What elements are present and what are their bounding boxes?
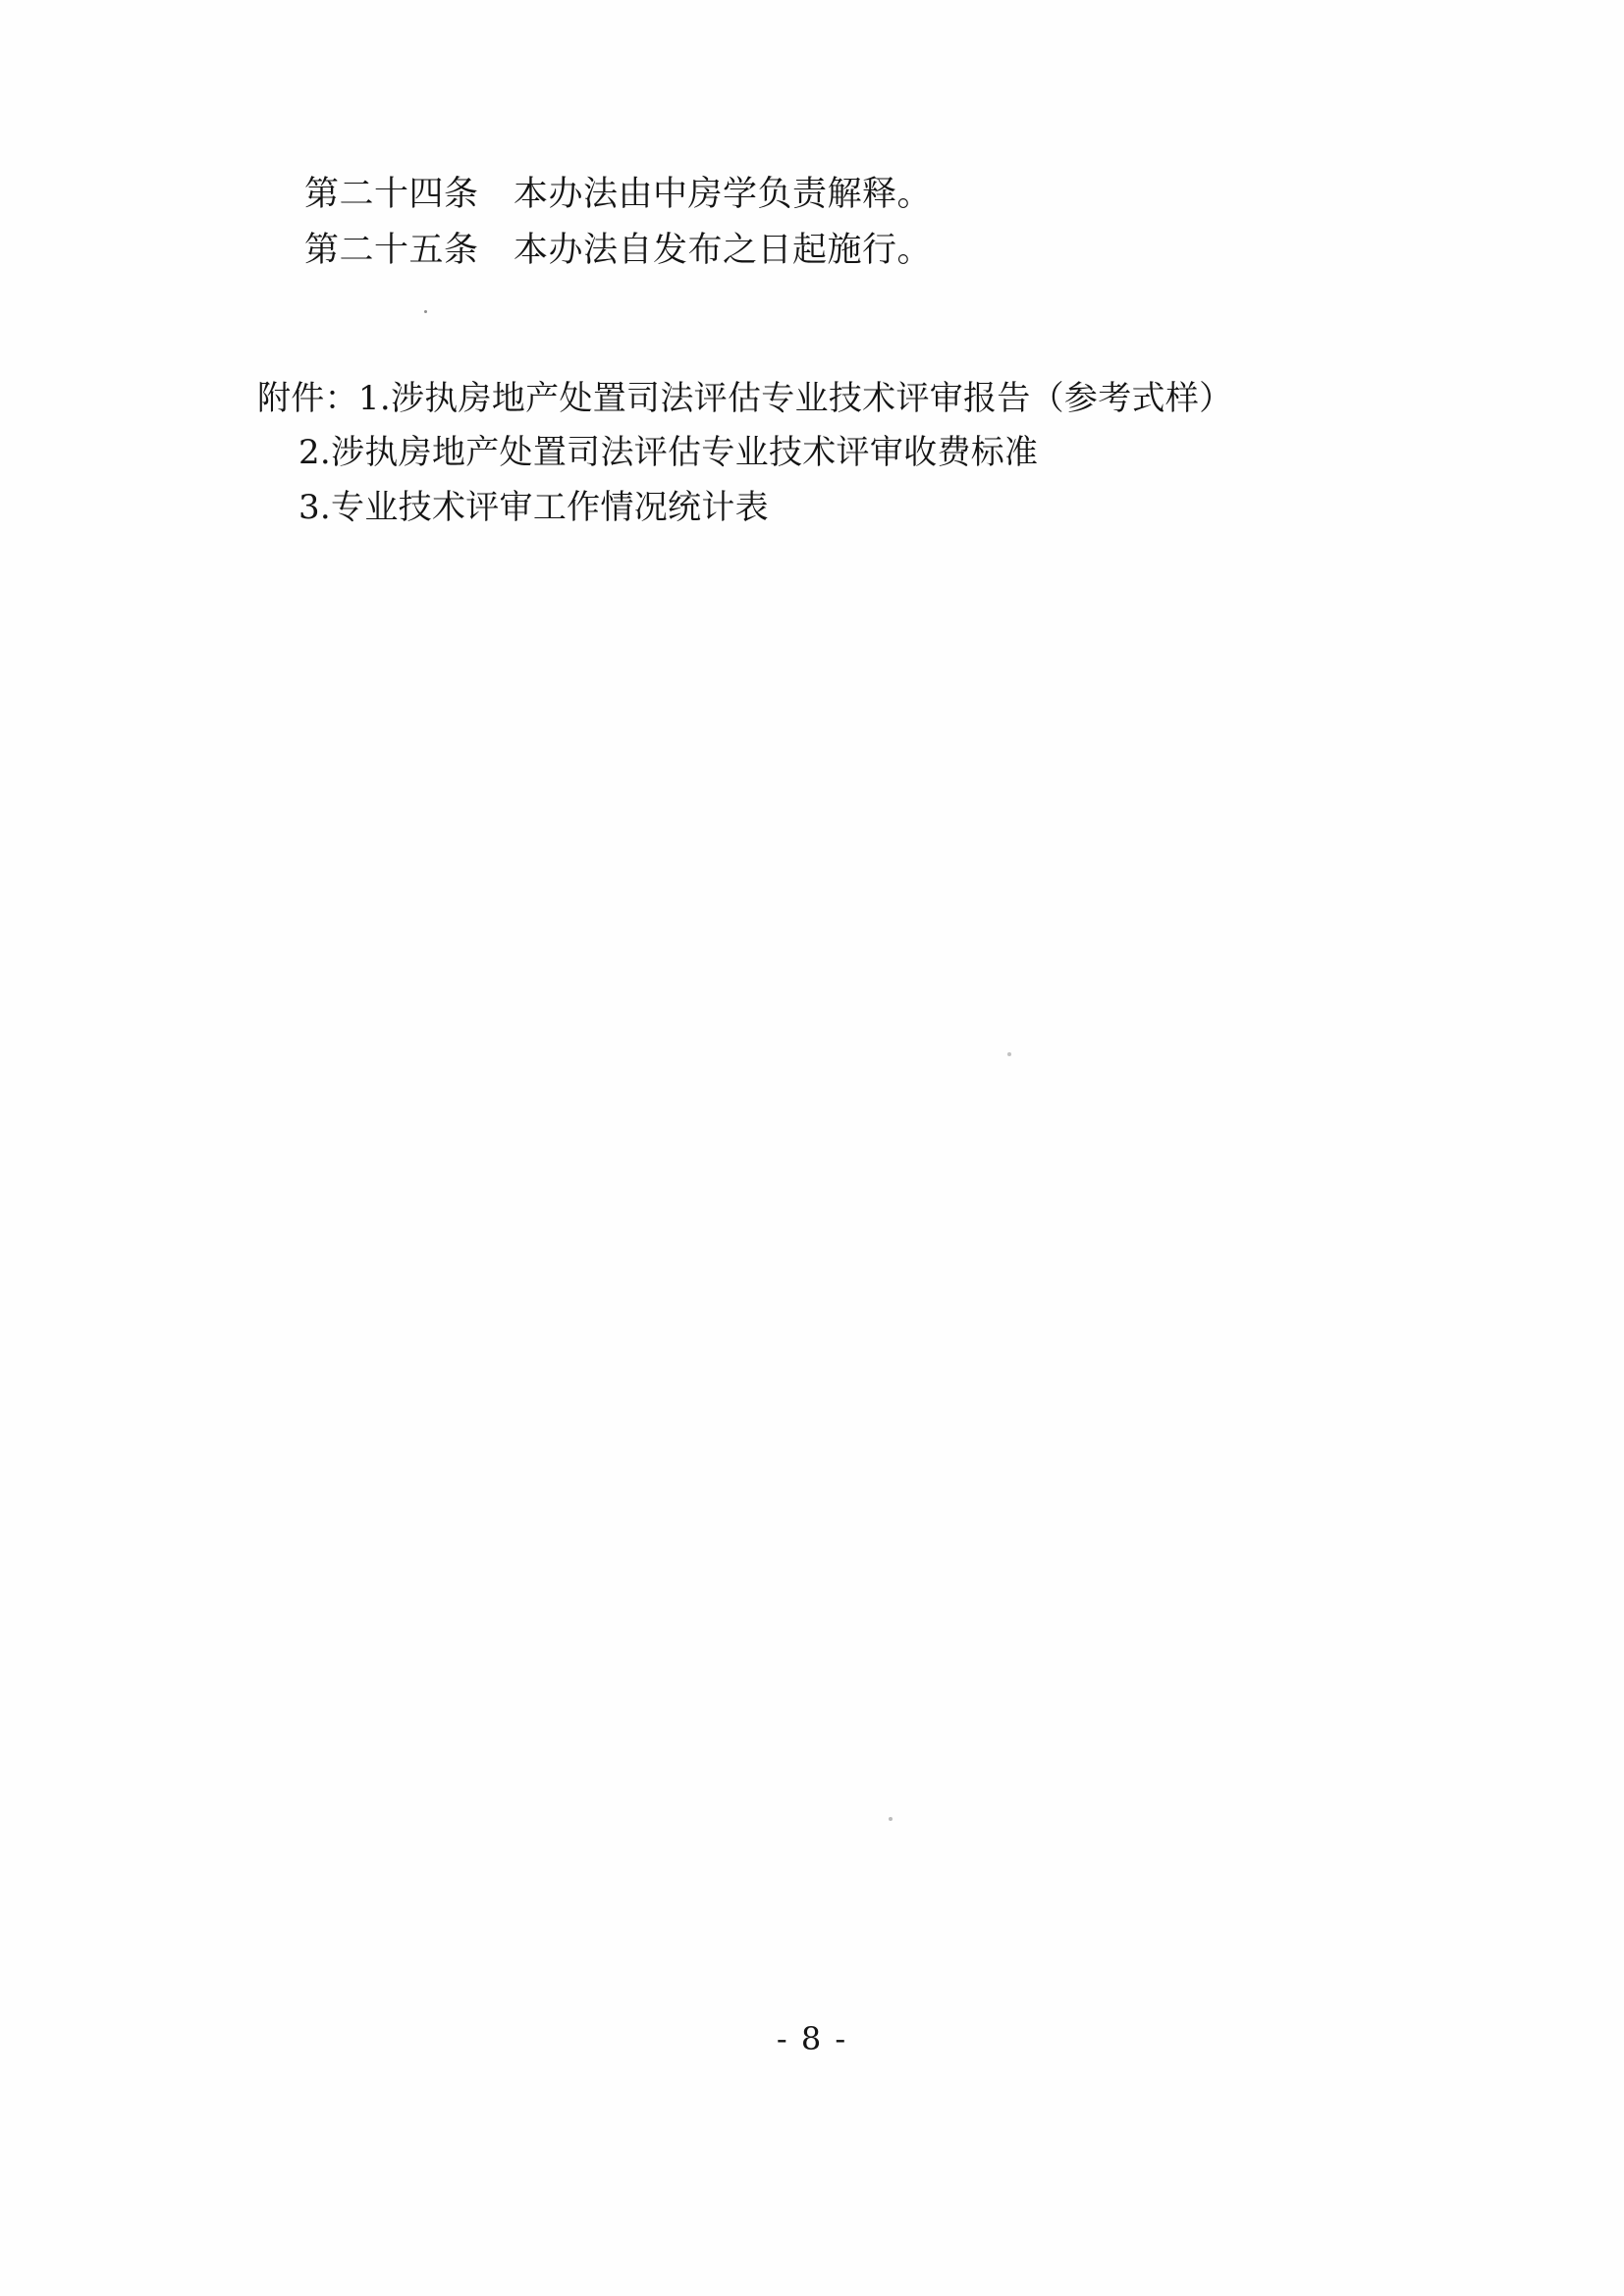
paper-speck [1007, 1052, 1011, 1056]
paper-speck [889, 1817, 893, 1821]
attachment-list [257, 372, 1367, 534]
document-body [257, 167, 1367, 535]
attachment-item-1: 附件：1.涉执房地产处置司法评估专业技术评审报告（参考式样） [257, 379, 1233, 419]
page-number: - 8 - [776, 2020, 848, 2057]
attachment-item-2: 2.涉执房地产处置司法评估专业技术评审收费标准 [298, 433, 1039, 473]
paper-speck [424, 310, 427, 313]
article-24: 第二十四条 本办法由中房学负责解释。 [304, 175, 933, 214]
attachment-item-3: 3.专业技术评审工作情况统计表 [298, 487, 769, 527]
article-25: 第二十五条 本办法自发布之日起施行。 [304, 230, 933, 270]
